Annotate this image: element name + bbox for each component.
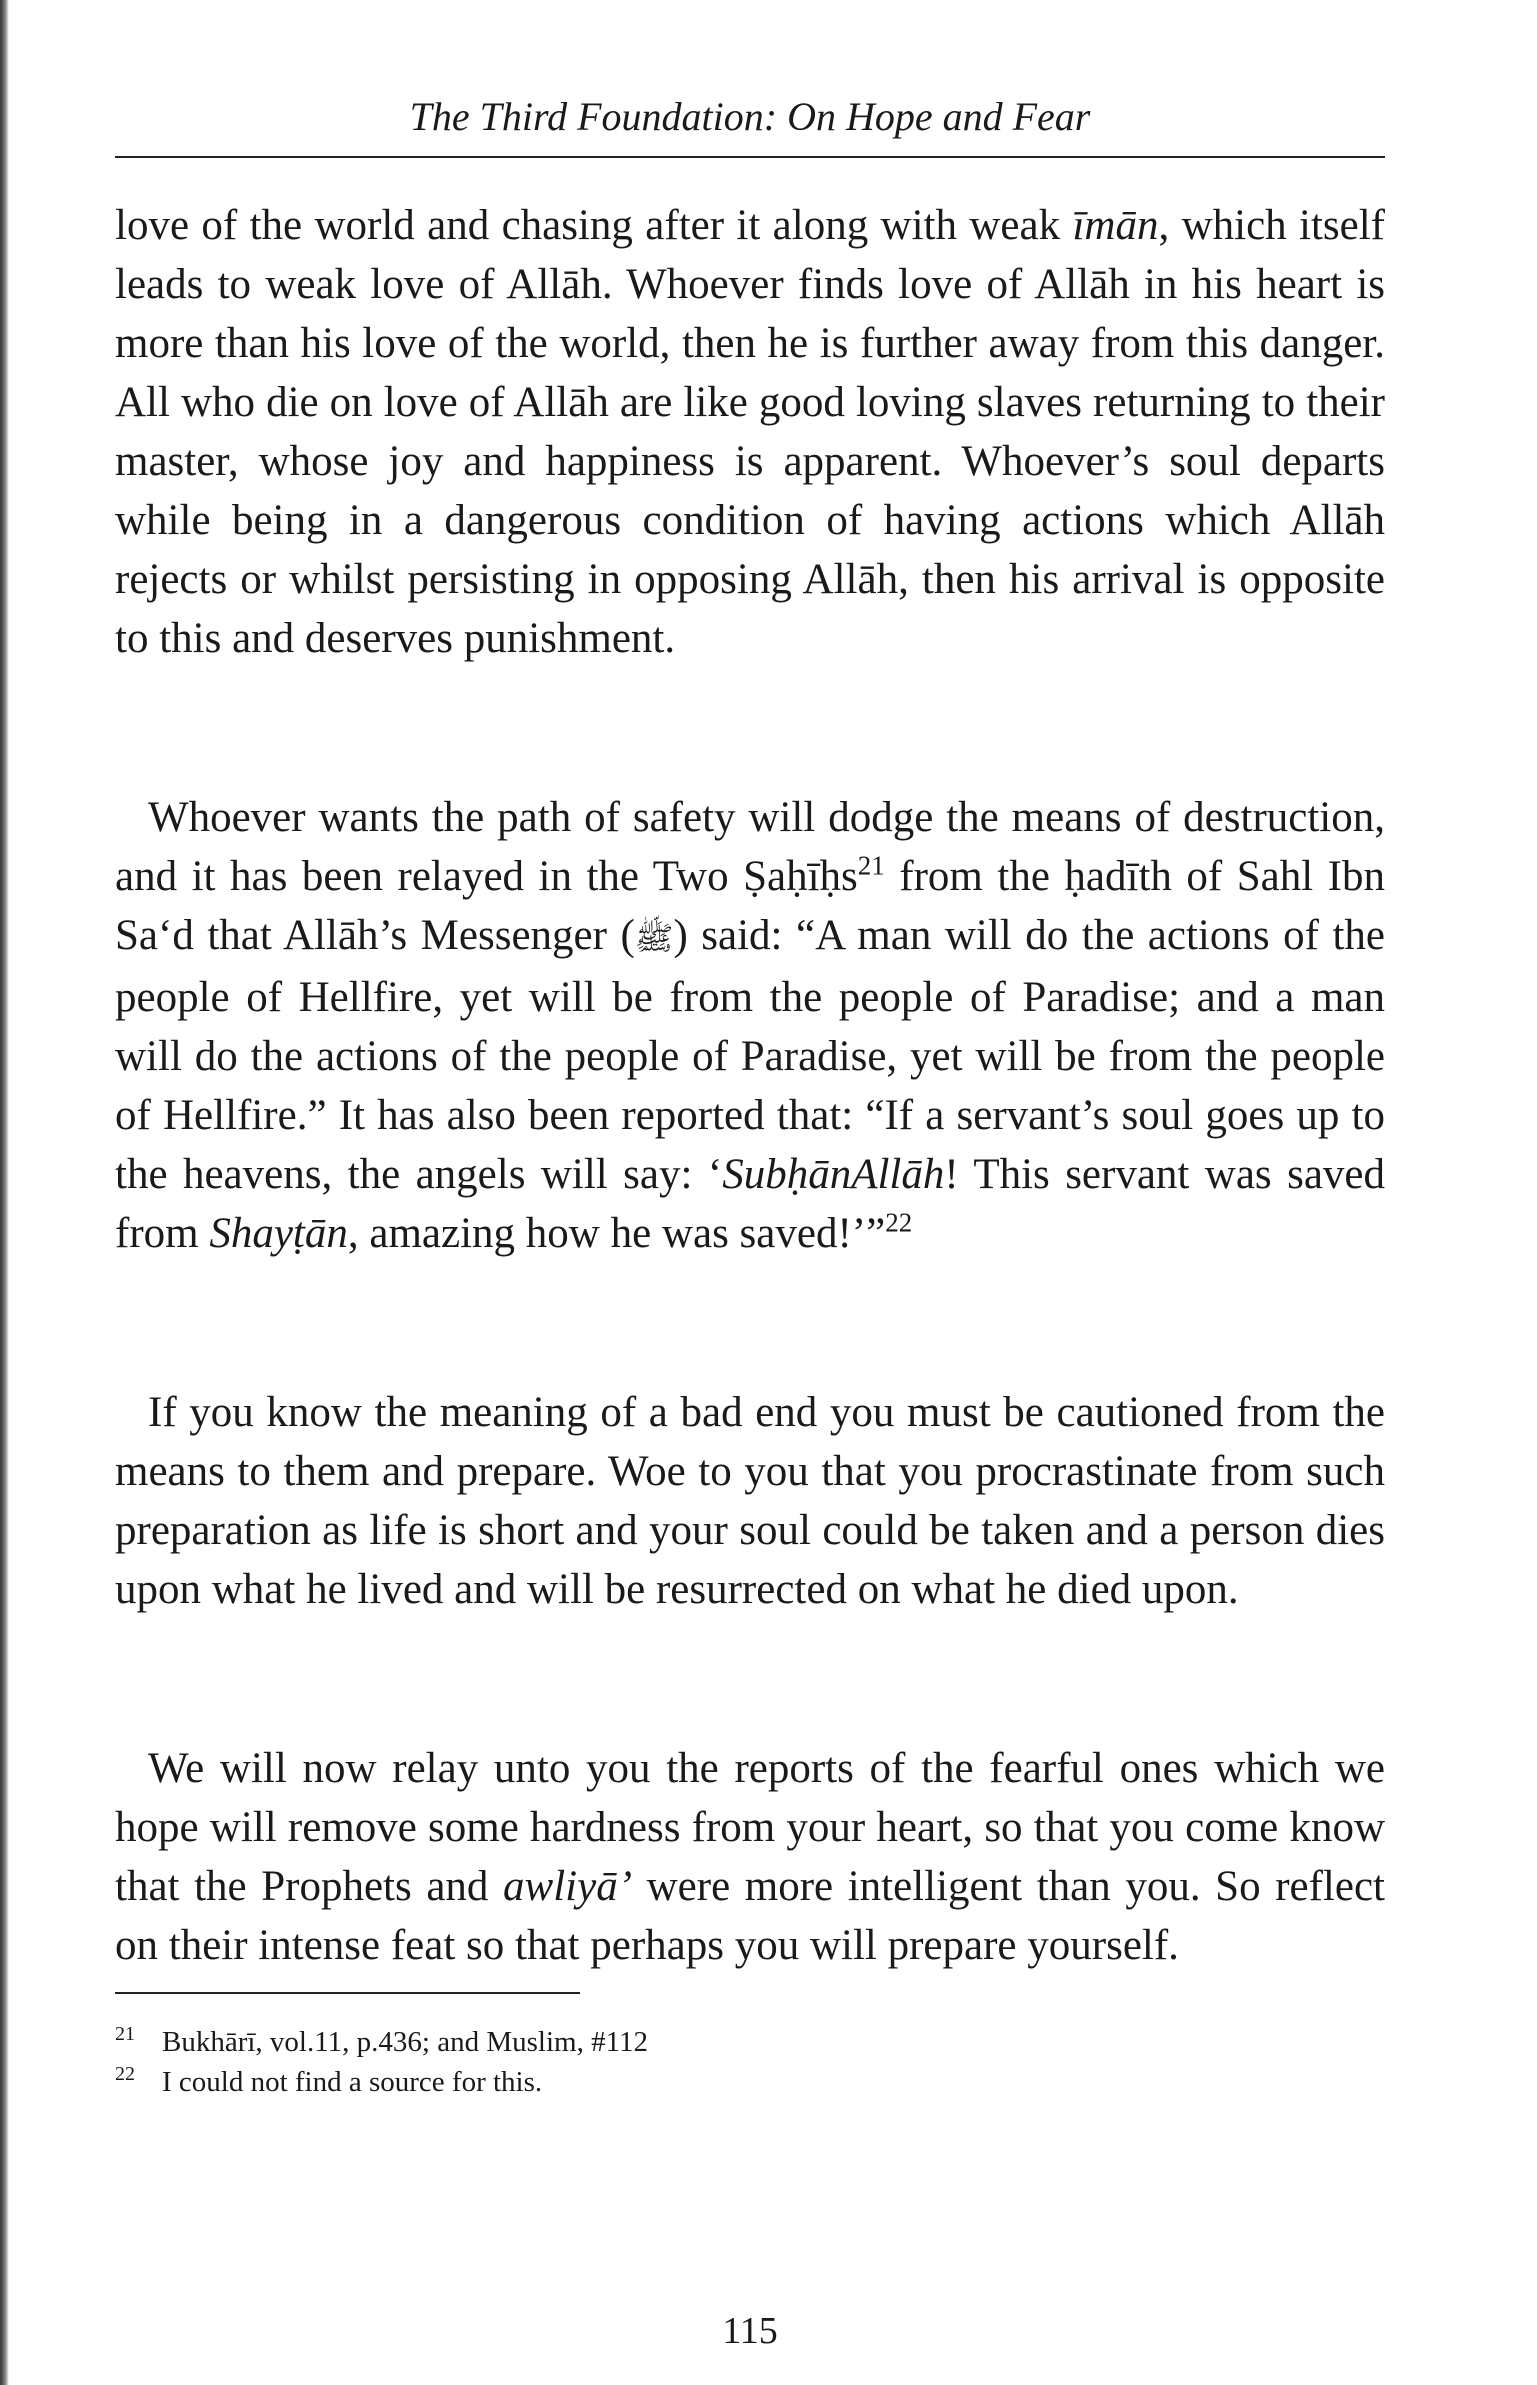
text-run: were more intelligent than you. So reflect on their intense feat so that perhaps you will prepare yourself.: [115, 1863, 1385, 1969]
paragraph-1: [115, 196, 1385, 668]
footnote-21: 21 Bukhārī, vol.11, p.436; and Muslim, #112: [115, 2023, 649, 2058]
footnote-text: Bukhārī, vol.11, p.436; and Muslim, #112: [162, 2026, 649, 2058]
italic-term: īmān: [1072, 202, 1159, 249]
footnotes: [115, 2022, 1385, 2102]
text-run: love of the world and chasing after it along with weak: [115, 202, 1073, 249]
text-run: from the ḥadīth of Sahl Ibn Sa‘d that Allāh’s Messenger (: [115, 853, 1385, 959]
italic-term: Shayṭān: [209, 1210, 348, 1257]
paragraph-2: [115, 788, 1385, 1263]
italic-term: awliyā’: [503, 1863, 633, 1910]
page-number: 115: [722, 2310, 778, 2352]
footnote-ref-21[interactable]: 21: [857, 850, 885, 881]
text-run: Whoever wants the path of safety will dodge the means of destruction, and it has been relayed in the Two Ṣaḥīḥs: [115, 794, 1385, 900]
footnote-rule: [115, 1992, 580, 1994]
running-head: The Third Foundation: On Hope and Fear: [409, 94, 1091, 139]
binding-shadow: [0, 0, 9, 2385]
paragraph-4: [115, 1739, 1385, 1975]
italic-term: SubḥānAllāh: [722, 1151, 945, 1198]
header-rule: [115, 156, 1385, 158]
footnote-22: 22 I could not find a source for this.: [115, 2063, 543, 2098]
footnote-text: I could not find a source for this.: [162, 2066, 543, 2098]
text-run: If you know the meaning of a bad end you must be cautioned from the means to them and prepare. Woe to you that you procrastinate from such preparation as life is short and your soul could be taken and a person dies upon what he lived and will be resurrected on what he died upon.: [115, 1389, 1385, 1613]
paragraph-3: [115, 1383, 1385, 1619]
text-run: , amazing how he was saved!’”: [347, 1210, 886, 1257]
body-text: [115, 196, 1385, 1975]
text-run: , which itself leads to weak love of Allāh. Whoever finds love of Allāh in his heart is more than his love of the world, then he is further away from this danger. All who die on love of Allāh are like good loving slaves returning to their master, whose joy and happiness is apparent. Whoever’s soul departs while being in a dangerous condition of having actions which Allāh rejects or whilst persisting in opposing Allāh, then his arrival is opposite to this and deserves punishment.: [115, 202, 1385, 662]
text-run: ) said: “A man will do the actions of the people of Hellfire, yet will be from the people of Paradise; and a man will do the actions of the people of Paradise, yet will be from the people of Hellfire.” It has also been reported that: “If a servant’s soul goes up to the heavens, the angels will say: ‘: [115, 912, 1385, 1198]
salutation-glyph: ﷺ: [634, 920, 674, 956]
footnote-ref-22[interactable]: 22: [885, 1207, 913, 1238]
text-run: We will now relay unto you the reports of the fearful ones which we hope will remove some hardness from your heart, so that you come know that the Prophets and: [115, 1745, 1385, 1910]
text-run: ! This servant was saved from: [115, 1151, 1385, 1257]
